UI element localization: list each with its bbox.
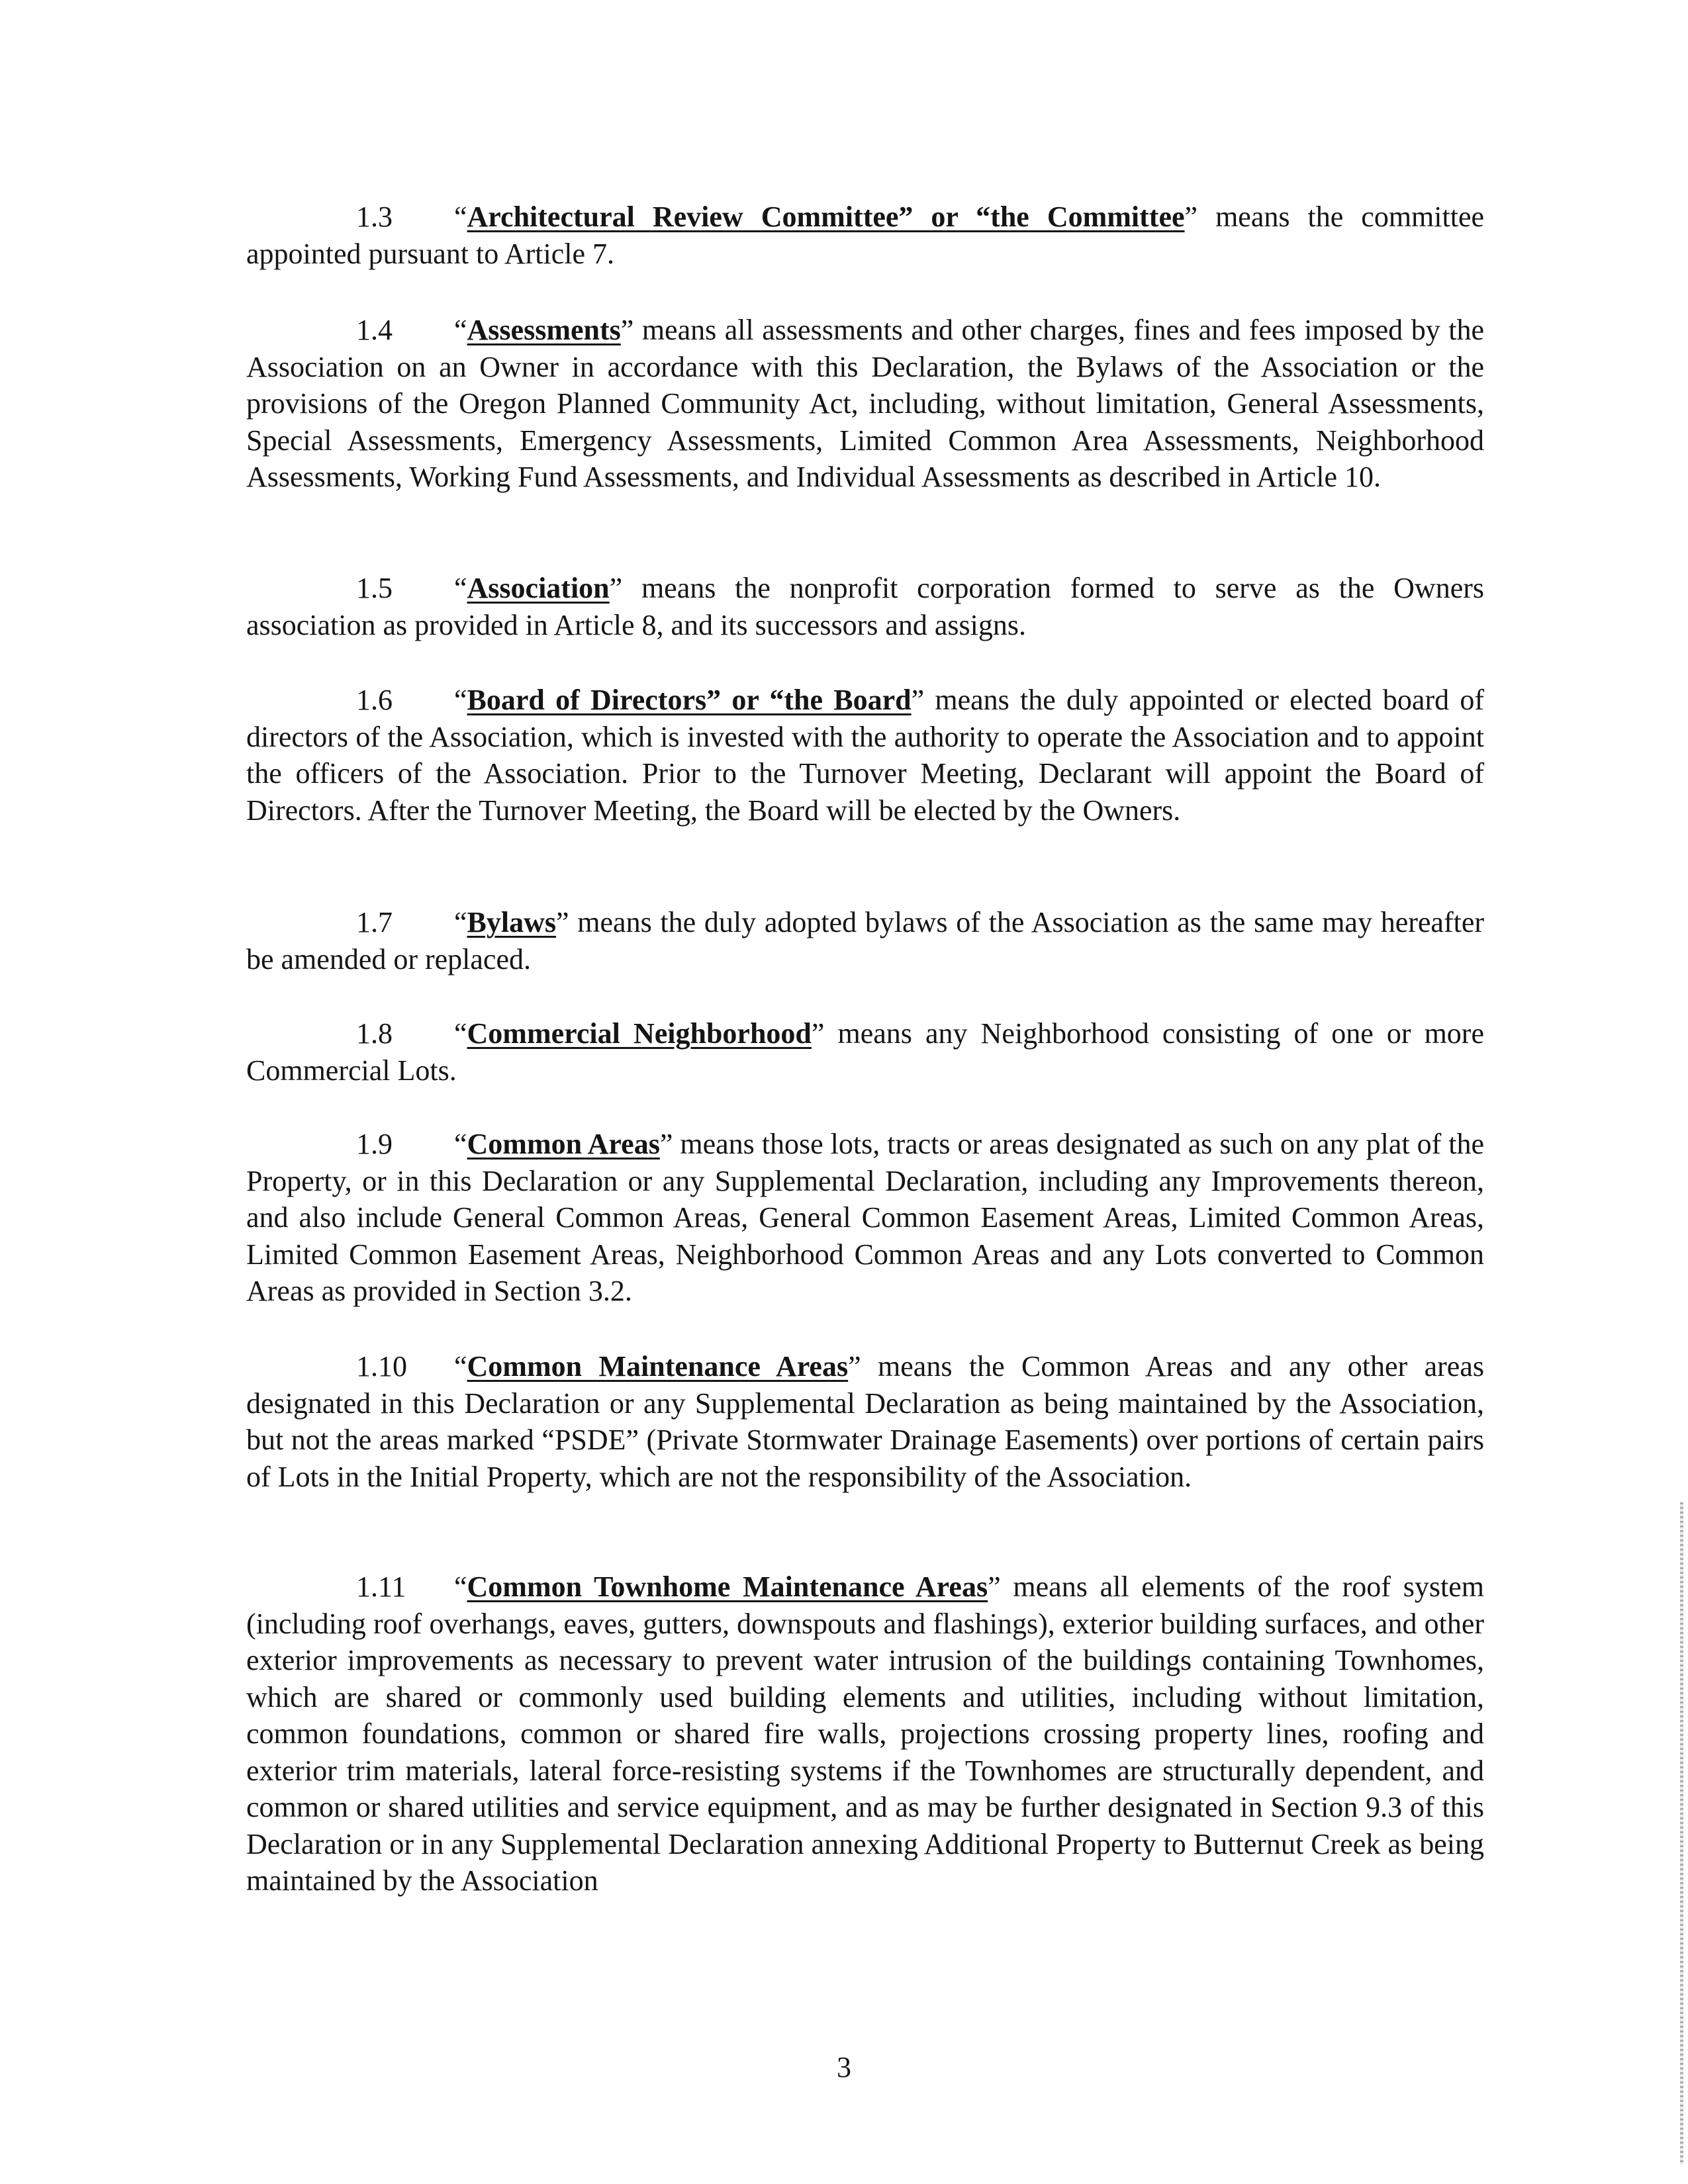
section-number: 1.6 — [356, 684, 393, 716]
definition-text: means the committee appointed pursuant to Article 7. — [246, 201, 1484, 270]
definition-text: means the Common Areas and any other areas designated in this Declaration or any Supplemental Declaration as being maintained by the Association, but not the areas marked “PSDE” (Private Stormwater Drainage Easements) over portions of certain pairs of Lots in the Initial Property, which are not the responsibility of the Association. — [246, 1350, 1484, 1493]
close-quote: ” — [659, 1128, 673, 1160]
defined-term: Common Areas — [467, 1128, 660, 1160]
defined-term: Board of Directors” or “the Board — [467, 684, 912, 716]
section-number: 1.5 — [356, 572, 393, 604]
definition-text: means all elements of the roof system (including roof overhangs, eaves, gutters, downspouts and flashings), exterior building surfaces, and other exterior improvements as necessary to prevent water intrusion of the buildings containing Townhomes, which are shared or commonly used building elements and utilities, including without limitation, common foundations, common or shared fire walls, projections crossing property lines, roofing and exterior trim materials, lateral force-resisting systems if the Townhomes are structurally dependent, and common or shared utilities and service equipment, and as may be further designated in Section 9.3 of this Declaration or in any Supplemental Declaration annexing Additional Property to Butternut Creek as being maintained by the Association — [246, 1570, 1484, 1897]
definition-1-9 — [246, 1126, 1484, 1310]
definition-text: means all assessments and other charges, fines and fees imposed by the Association on an Owner in accordance with this Declaration, the Bylaws of the Association or the provisions of the Oregon Planned Community Act, including, without limitation, General Assessments, Special Assessments, Emergency Assessments, Limited Common Area Assessments, Neighborhood Assessments, Working Fund Assessments, and Individual Assessments as described in Article 10. — [246, 314, 1484, 493]
open-quote: “ — [454, 1128, 467, 1160]
page-number: 3 — [837, 2051, 851, 2083]
definition-text: means the duly appointed or elected board of directors of the Association, which is invested with the authority to operate the Association and to appoint the officers of the Association. Prior to the Turnover Meeting, Declarant will appoint the Board of Directors. After the Turnover Meeting, the Board will be elected by the Owners. — [246, 684, 1484, 827]
close-quote: ” — [911, 684, 925, 716]
definition-text: means the duly adopted bylaws of the Association as the same may hereafter be amended or replaced. — [246, 906, 1484, 976]
definition-text: means the nonprofit corporation formed to serve as the Owners association as provided in Article 8, and its successors and assigns. — [246, 572, 1484, 641]
defined-term: Common Townhome Maintenance Areas — [467, 1570, 988, 1603]
definition-1-8 — [246, 1015, 1484, 1089]
close-quote: ” — [848, 1350, 861, 1383]
section-number: 1.3 — [356, 201, 393, 233]
open-quote: “ — [454, 572, 467, 604]
definition-1-6 — [246, 682, 1484, 829]
open-quote: “ — [454, 1017, 467, 1050]
open-quote: “ — [454, 1350, 467, 1383]
open-quote: “ — [454, 1570, 467, 1603]
open-quote: “ — [454, 201, 467, 233]
definition-1-5 — [246, 570, 1484, 643]
definition-1-10 — [246, 1348, 1484, 1495]
defined-term: Common Maintenance Areas — [467, 1350, 849, 1383]
close-quote: ” — [556, 906, 569, 938]
section-number: 1.11 — [356, 1570, 406, 1603]
definition-1-3 — [246, 199, 1484, 272]
section-number: 1.7 — [356, 906, 393, 938]
open-quote: “ — [454, 314, 467, 346]
close-quote: ” — [620, 314, 634, 346]
close-quote: ” — [811, 1017, 825, 1050]
close-quote: ” — [1184, 201, 1198, 233]
definition-1-7 — [246, 904, 1484, 978]
defined-term: Bylaws — [467, 906, 557, 938]
definition-1-11 — [246, 1569, 1484, 1899]
open-quote: “ — [454, 684, 467, 716]
close-quote: ” — [609, 572, 623, 604]
open-quote: “ — [454, 906, 467, 938]
section-number: 1.8 — [356, 1017, 393, 1050]
section-number: 1.10 — [356, 1350, 407, 1383]
defined-term: Commercial Neighborhood — [467, 1017, 812, 1050]
defined-term: Association — [467, 572, 610, 604]
defined-term: Architectural Review Committee” or “the Committee — [467, 201, 1185, 233]
section-number: 1.9 — [356, 1128, 393, 1160]
scan-edge-artifact — [1680, 1502, 1683, 2164]
section-number: 1.4 — [356, 314, 393, 346]
definition-text: means those lots, tracts or areas designated as such on any plat of the Property, or in this Declaration or any Supplemental Declaration, including any Improvements thereon, and also include General Common Areas, General Common Easement Areas, Limited Common Areas, Limited Common Easement Areas, Neighborhood Common Areas and any Lots converted to Common Areas as provided in Section 3.2. — [246, 1128, 1484, 1307]
definition-text: means any Neighborhood consisting of one or more Commercial Lots. — [246, 1017, 1484, 1087]
close-quote: ” — [988, 1570, 1001, 1603]
defined-term: Assessments — [467, 314, 621, 346]
definition-1-4 — [246, 312, 1484, 496]
